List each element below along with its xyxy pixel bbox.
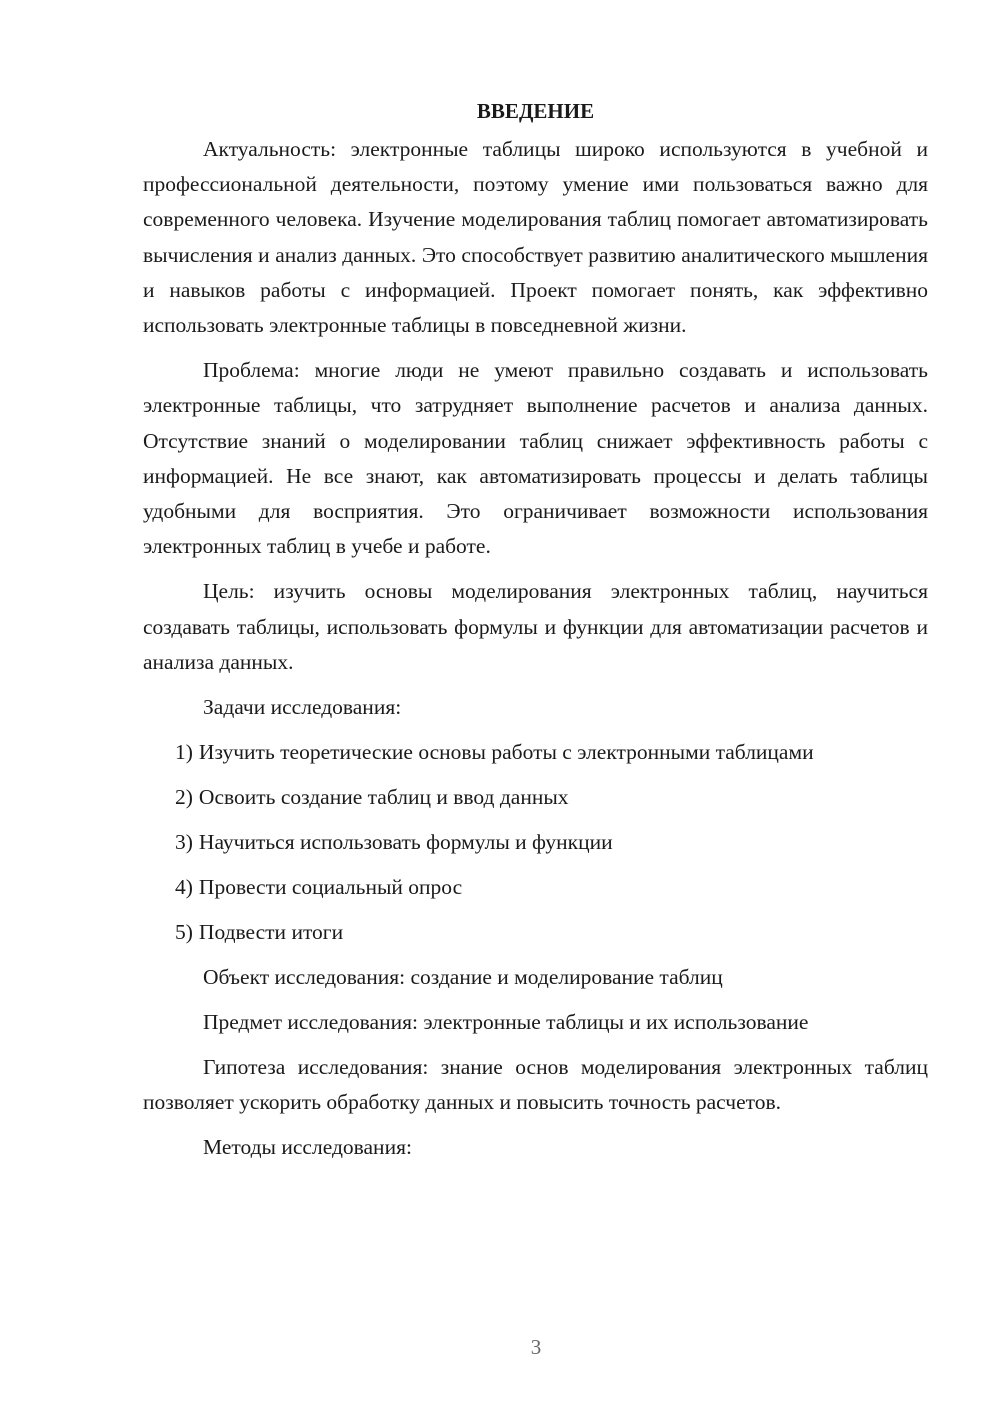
list-item-number: 2): [175, 785, 193, 810]
list-item: [143, 870, 928, 905]
list-item-text: Изучить теоретические основы работы с электронными таблицами: [198, 740, 814, 765]
list-item-number: 1): [175, 740, 193, 765]
list-item-number: 5): [175, 920, 193, 945]
relevance-paragraph: Актуальность: электронные таблицы широко используются в учебной и профессиональной деятельности, поэтому умение ими пользоваться важно для современного человека. Изучение моделирования таблиц помогает автоматизировать вычисления и анализ данных. Это способствует развитию аналитического мышления и навыков работы с информацией. Проект помогает понять, как эффективно использовать электронные таблицы в повседневной жизни.: [143, 137, 928, 338]
research-subject: Предмет исследования: электронные таблицы и их использование: [203, 1010, 809, 1035]
tasks-list: [143, 735, 928, 950]
tasks-label: Задачи исследования:: [203, 695, 402, 720]
list-item-number: 4): [175, 875, 193, 900]
page-number: 3: [530, 1335, 542, 1359]
list-item-text: Провести социальный опрос: [198, 875, 463, 900]
goal-paragraph: Цель: изучить основы моделирования электронных таблиц, научиться создавать таблицы, использовать формулы и функции для автоматизации расчетов и анализа данных.: [143, 579, 928, 674]
methods-label: Методы исследования:: [203, 1135, 412, 1160]
list-item-text: Подвести итоги: [198, 920, 344, 945]
research-object: Объект исследования: создание и моделирование таблиц: [203, 965, 723, 990]
page-content: [143, 96, 928, 1175]
list-item-number: 3): [175, 830, 193, 855]
list-item-text: Научиться использовать формулы и функции: [198, 830, 613, 855]
list-item: [143, 915, 928, 950]
page-title: ВВЕДЕНИЕ: [476, 99, 595, 123]
problem-paragraph: Проблема: многие люди не умеют правильно создавать и использовать электронные таблицы, что затрудняет выполнение расчетов и анализа данных. Отсутствие знаний о моделировании таблиц снижает эффективность работы с информацией. Не все знают, как автоматизировать процессы и делать таблицы удобными для восприятия. Это ограничивает возможности использования электронных таблиц в учебе и работе.: [143, 358, 928, 559]
list-item: [143, 735, 928, 770]
list-item: [143, 780, 928, 815]
hypothesis-paragraph: Гипотеза исследования: знание основ моделирования электронных таблиц позволяет ускорить обработку данных и повысить точность расчетов.: [143, 1055, 928, 1115]
list-item: [143, 825, 928, 860]
list-item-text: Освоить создание таблиц и ввод данных: [198, 785, 569, 810]
